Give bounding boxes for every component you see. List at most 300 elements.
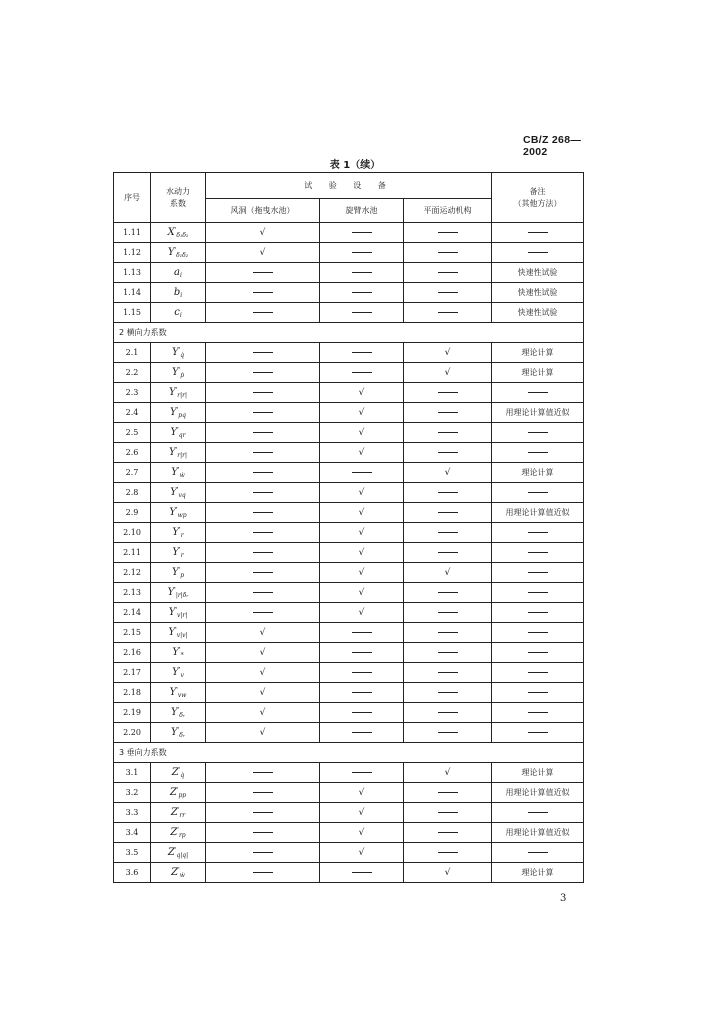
cell-remarks <box>492 383 584 403</box>
symbol-prime: ' <box>174 586 176 594</box>
symbol-base: b <box>173 286 181 298</box>
symbol-base: a <box>174 266 181 278</box>
check-mark: √ <box>358 807 365 818</box>
section-row <box>114 323 584 343</box>
dash-mark <box>528 852 548 853</box>
cell-wind-tunnel <box>206 643 320 663</box>
symbol-base: X <box>167 226 175 238</box>
table-row <box>114 283 584 303</box>
symbol-prime: ' <box>179 526 181 534</box>
symbol-subscript: rp <box>178 831 186 839</box>
cell-remarks <box>492 843 584 863</box>
dash-mark <box>528 392 548 393</box>
cell-rotating-arm <box>320 803 404 823</box>
symbol-prime: ' <box>176 786 179 794</box>
cell-remarks <box>492 503 584 523</box>
check-mark: √ <box>358 407 365 418</box>
symbol-prime: ' <box>174 226 177 234</box>
table-caption: 表 1（续） <box>329 160 381 171</box>
dash-mark <box>253 472 273 473</box>
symbol-subscript: r <box>180 551 184 559</box>
dash-mark <box>352 772 372 773</box>
cell-wind-tunnel <box>206 783 320 803</box>
dash-mark <box>438 712 458 713</box>
cell-pmm <box>404 763 492 783</box>
coefficient-symbol <box>151 283 206 303</box>
cell-pmm <box>404 243 492 263</box>
symbol-base: Y <box>171 566 179 578</box>
coefficient-symbol <box>151 703 206 723</box>
cell-remarks <box>492 863 584 883</box>
cell-wind-tunnel <box>206 243 320 263</box>
row-number: 1.15 <box>114 303 151 323</box>
cell-wind-tunnel <box>206 263 320 283</box>
symbol-subscript: v <box>180 671 184 679</box>
dash-mark <box>528 492 548 493</box>
dash-mark <box>528 552 548 553</box>
check-mark: √ <box>259 727 266 738</box>
cell-pmm <box>404 443 492 463</box>
dash-mark <box>438 632 458 633</box>
symbol-prime: ' <box>177 466 180 474</box>
cell-remarks <box>492 303 584 323</box>
dash-mark <box>352 312 372 313</box>
cell-remarks <box>492 703 584 723</box>
dash-mark <box>352 672 372 673</box>
cell-pmm <box>404 663 492 683</box>
row-number: 3.5 <box>114 843 151 863</box>
cell-remarks <box>492 223 584 243</box>
cell-pmm <box>404 783 492 803</box>
row-number: 3.1 <box>114 763 151 783</box>
cell-wind-tunnel <box>206 443 320 463</box>
header-wind-tunnel: 风洞（拖曳水池） <box>206 199 320 223</box>
table-row <box>114 723 584 743</box>
check-mark: √ <box>259 687 266 698</box>
dash-mark <box>253 572 273 573</box>
table-row <box>114 443 584 463</box>
remark-text: 快速性试验 <box>517 268 558 277</box>
dash-mark <box>438 792 458 793</box>
symbol-base: Y <box>171 466 178 478</box>
coefficient-symbol <box>151 583 206 603</box>
row-number: 2.13 <box>114 583 151 603</box>
coefficient-symbol <box>151 623 206 643</box>
dash-mark <box>253 452 273 453</box>
symbol-base: c <box>174 306 180 318</box>
cell-remarks <box>492 683 584 703</box>
symbol-subscript: qr <box>178 431 186 439</box>
dash-mark <box>352 692 372 693</box>
dash-mark <box>438 452 458 453</box>
dash-mark <box>253 832 273 833</box>
row-number: 2.9 <box>114 503 151 523</box>
cell-remarks <box>492 723 584 743</box>
check-mark: √ <box>444 867 451 878</box>
dash-mark <box>253 412 273 413</box>
cell-remarks <box>492 563 584 583</box>
cell-rotating-arm <box>320 763 404 783</box>
cell-remarks <box>492 403 584 423</box>
coefficient-symbol <box>151 343 206 363</box>
cell-wind-tunnel <box>206 763 320 783</box>
symbol-subscript: v|r| <box>176 611 188 619</box>
table-row <box>114 823 584 843</box>
table-row <box>114 563 584 583</box>
symbol-subscript: i <box>179 311 182 319</box>
symbol-base: Y <box>169 506 176 518</box>
cell-wind-tunnel <box>206 383 320 403</box>
dash-mark <box>528 532 548 533</box>
symbol-base: Y <box>170 486 177 498</box>
header-no: 序号 <box>114 173 151 223</box>
dash-mark <box>438 672 458 673</box>
table-row <box>114 543 584 563</box>
cell-rotating-arm <box>320 703 404 723</box>
symbol-prime: ' <box>177 826 179 834</box>
symbol-prime: ' <box>176 406 179 414</box>
symbol-base: Z <box>171 866 179 878</box>
symbol-base: Y <box>172 546 180 558</box>
symbol-base: Y <box>171 346 179 358</box>
coefficient-symbol <box>151 663 206 683</box>
coefficient-symbol <box>151 863 206 883</box>
symbol-subscript: r|r| <box>177 391 188 399</box>
cell-rotating-arm <box>320 783 404 803</box>
cell-wind-tunnel <box>206 683 320 703</box>
cell-wind-tunnel <box>206 843 320 863</box>
symbol-base: Z <box>171 766 179 778</box>
table-row <box>114 383 584 403</box>
symbol-subscript: v|v| <box>176 631 188 639</box>
cell-rotating-arm <box>320 823 404 843</box>
cell-wind-tunnel <box>206 723 320 743</box>
check-mark: √ <box>358 787 365 798</box>
cell-pmm <box>404 583 492 603</box>
cell-rotating-arm <box>320 723 404 743</box>
dash-mark <box>253 772 273 773</box>
symbol-subscript: pq <box>178 411 186 419</box>
dash-mark <box>253 492 273 493</box>
cell-wind-tunnel <box>206 503 320 523</box>
cell-rotating-arm <box>320 523 404 543</box>
header-coefficient: 水动力 系数 <box>151 173 206 223</box>
row-number: 2.15 <box>114 623 151 643</box>
page-number: 3 <box>560 893 567 904</box>
symbol-subscript: δ₁δ₂ <box>176 231 189 239</box>
dash-mark <box>253 532 273 533</box>
symbol-subscript: ẇ <box>179 471 185 479</box>
dash-mark <box>352 732 372 733</box>
row-number: 2.4 <box>114 403 151 423</box>
table-row <box>114 703 584 723</box>
cell-remarks <box>492 583 584 603</box>
row-number: 2.18 <box>114 683 151 703</box>
cell-wind-tunnel <box>206 563 320 583</box>
coefficient-symbol <box>151 403 206 423</box>
cell-wind-tunnel <box>206 583 320 603</box>
check-mark: √ <box>358 567 365 578</box>
table-row <box>114 423 584 443</box>
coefficient-symbol <box>151 803 206 823</box>
cell-remarks <box>492 483 584 503</box>
dash-mark <box>528 432 548 433</box>
cell-remarks <box>492 663 584 683</box>
cell-pmm <box>404 263 492 283</box>
table-row <box>114 363 584 383</box>
remark-text: 快速性试验 <box>517 288 558 297</box>
remark-text: 快速性试验 <box>517 308 558 317</box>
dash-mark <box>253 552 273 553</box>
dash-mark <box>438 492 458 493</box>
table-row <box>114 763 584 783</box>
cell-rotating-arm <box>320 563 404 583</box>
table-row <box>114 843 584 863</box>
check-mark: √ <box>259 247 266 258</box>
symbol-base: Y <box>171 706 178 718</box>
cell-rotating-arm <box>320 363 404 383</box>
dash-mark <box>352 652 372 653</box>
coefficient-symbol <box>151 243 206 263</box>
remark-text: 理论计算 <box>521 368 554 377</box>
symbol-prime: ' <box>174 846 177 854</box>
symbol-base: Z <box>167 846 175 858</box>
table-row <box>114 523 584 543</box>
check-mark: √ <box>444 767 451 778</box>
cell-pmm <box>404 503 492 523</box>
dash-mark <box>438 652 458 653</box>
cell-rotating-arm <box>320 503 404 523</box>
symbol-base: Y <box>169 686 177 698</box>
symbol-prime: ' <box>177 806 180 814</box>
symbol-subscript: wp <box>177 511 187 519</box>
cell-pmm <box>404 803 492 823</box>
cell-pmm <box>404 643 492 663</box>
cell-pmm <box>404 383 492 403</box>
cell-rotating-arm <box>320 623 404 643</box>
cell-remarks <box>492 823 584 843</box>
table-row <box>114 303 584 323</box>
remark-text: 用理论计算值近似 <box>505 408 570 417</box>
symbol-prime: ' <box>177 426 179 434</box>
table-row <box>114 783 584 803</box>
cell-pmm <box>404 423 492 443</box>
symbol-base: Y <box>167 246 175 258</box>
symbol-subscript: vw <box>177 691 187 699</box>
cell-pmm <box>404 363 492 383</box>
check-mark: √ <box>259 647 266 658</box>
coefficient-symbol <box>151 643 206 663</box>
dash-mark <box>438 232 458 233</box>
cell-rotating-arm <box>320 543 404 563</box>
cell-remarks <box>492 343 584 363</box>
cell-pmm <box>404 823 492 843</box>
coefficient-symbol <box>151 503 206 523</box>
cell-pmm <box>404 483 492 503</box>
section-title: 2 横向力系数 <box>114 323 584 343</box>
symbol-base: Z <box>169 786 177 798</box>
symbol-prime: ' <box>176 486 179 494</box>
check-mark: √ <box>358 487 365 498</box>
symbol-subscript: p <box>180 571 185 579</box>
dash-mark <box>528 652 548 653</box>
dash-mark <box>528 672 548 673</box>
dash-mark <box>438 552 458 553</box>
cell-wind-tunnel <box>206 523 320 543</box>
cell-wind-tunnel <box>206 663 320 683</box>
coefficient-symbol <box>151 263 206 283</box>
table-row <box>114 603 584 623</box>
dash-mark <box>438 272 458 273</box>
symbol-subscript: r|r| <box>177 451 188 459</box>
cell-rotating-arm <box>320 223 404 243</box>
symbol-prime: ' <box>175 446 178 454</box>
symbol-subscript: δᵣ <box>179 711 185 719</box>
cell-wind-tunnel <box>206 363 320 383</box>
cell-remarks <box>492 543 584 563</box>
remark-text: 用理论计算值近似 <box>505 788 570 797</box>
coefficient-symbol <box>151 463 206 483</box>
coefficient-symbol <box>151 723 206 743</box>
cell-wind-tunnel <box>206 603 320 623</box>
table-row <box>114 583 584 603</box>
dash-mark <box>528 252 548 253</box>
dash-mark <box>352 352 372 353</box>
cell-remarks <box>492 763 584 783</box>
header-remarks: 备注 （其他方法） <box>492 173 584 223</box>
row-number: 2.7 <box>114 463 151 483</box>
table-row <box>114 643 584 663</box>
symbol-prime: ' <box>178 366 181 374</box>
cell-remarks <box>492 263 584 283</box>
dash-mark <box>352 292 372 293</box>
check-mark: √ <box>358 527 365 538</box>
cell-wind-tunnel <box>206 863 320 883</box>
cell-pmm <box>404 703 492 723</box>
table-row <box>114 463 584 483</box>
symbol-subscript: rr <box>179 811 186 819</box>
cell-rotating-arm <box>320 403 404 423</box>
cell-pmm <box>404 403 492 423</box>
cell-wind-tunnel <box>206 703 320 723</box>
row-number: 2.20 <box>114 723 151 743</box>
dash-mark <box>253 272 273 273</box>
dash-mark <box>528 732 548 733</box>
symbol-subscript: q̇ <box>180 771 185 779</box>
cell-pmm <box>404 843 492 863</box>
section-row <box>114 743 584 763</box>
cell-pmm <box>404 543 492 563</box>
dash-mark <box>438 832 458 833</box>
cell-wind-tunnel <box>206 823 320 843</box>
symbol-base: Y <box>172 646 179 658</box>
row-number: 3.3 <box>114 803 151 823</box>
cell-remarks <box>492 523 584 543</box>
check-mark: √ <box>358 607 365 618</box>
dash-mark <box>528 612 548 613</box>
table-row <box>114 223 584 243</box>
row-number: 2.2 <box>114 363 151 383</box>
dash-mark <box>438 392 458 393</box>
table-row <box>114 503 584 523</box>
cell-pmm <box>404 343 492 363</box>
dash-mark <box>253 372 273 373</box>
symbol-base: Y <box>167 586 175 598</box>
row-number: 3.4 <box>114 823 151 843</box>
remark-text: 理论计算 <box>521 768 554 777</box>
check-mark: √ <box>444 567 451 578</box>
row-number: 2.17 <box>114 663 151 683</box>
dash-mark <box>352 272 372 273</box>
cell-wind-tunnel <box>206 803 320 823</box>
cell-rotating-arm <box>320 683 404 703</box>
dash-mark <box>352 252 372 253</box>
dash-mark <box>438 432 458 433</box>
cell-rotating-arm <box>320 583 404 603</box>
symbol-prime: ' <box>178 346 181 354</box>
row-number: 2.16 <box>114 643 151 663</box>
symbol-subscript: vq <box>178 491 186 499</box>
symbol-subscript: i <box>180 291 183 299</box>
dash-mark <box>253 812 273 813</box>
dash-mark <box>438 852 458 853</box>
symbol-base: Z <box>170 806 178 818</box>
dash-mark <box>528 572 548 573</box>
cell-pmm <box>404 463 492 483</box>
symbol-prime: ' <box>176 686 178 694</box>
coefficient-symbol <box>151 383 206 403</box>
symbol-subscript: δ₁δ₂ <box>176 251 189 259</box>
dash-mark <box>528 812 548 813</box>
row-number: 1.13 <box>114 263 151 283</box>
symbol-subscript: i <box>180 271 182 279</box>
row-number: 2.8 <box>114 483 151 503</box>
dash-mark <box>438 732 458 733</box>
cell-rotating-arm <box>320 283 404 303</box>
symbol-base: Y <box>168 386 176 398</box>
cell-remarks <box>492 623 584 643</box>
dash-mark <box>438 252 458 253</box>
dash-mark <box>438 532 458 533</box>
row-number: 3.6 <box>114 863 151 883</box>
cell-pmm <box>404 863 492 883</box>
coefficient-symbol <box>151 783 206 803</box>
table-row <box>114 863 584 883</box>
cell-pmm <box>404 563 492 583</box>
table-row <box>114 663 584 683</box>
cell-remarks <box>492 783 584 803</box>
remark-text: 理论计算 <box>521 468 554 477</box>
remark-text: 用理论计算值近似 <box>505 508 570 517</box>
row-number: 2.1 <box>114 343 151 363</box>
symbol-prime: ' <box>175 506 178 514</box>
cell-remarks <box>492 363 584 383</box>
symbol-base: Y <box>170 406 177 418</box>
dash-mark <box>253 612 273 613</box>
dash-mark <box>528 692 548 693</box>
cell-wind-tunnel <box>206 283 320 303</box>
cell-rotating-arm <box>320 483 404 503</box>
row-number: 2.19 <box>114 703 151 723</box>
symbol-prime: ' <box>174 246 177 254</box>
cell-rotating-arm <box>320 643 404 663</box>
dash-mark <box>438 612 458 613</box>
check-mark: √ <box>358 587 365 598</box>
cell-remarks <box>492 443 584 463</box>
cell-wind-tunnel <box>206 223 320 243</box>
check-mark: √ <box>358 507 365 518</box>
check-mark: √ <box>444 367 451 378</box>
